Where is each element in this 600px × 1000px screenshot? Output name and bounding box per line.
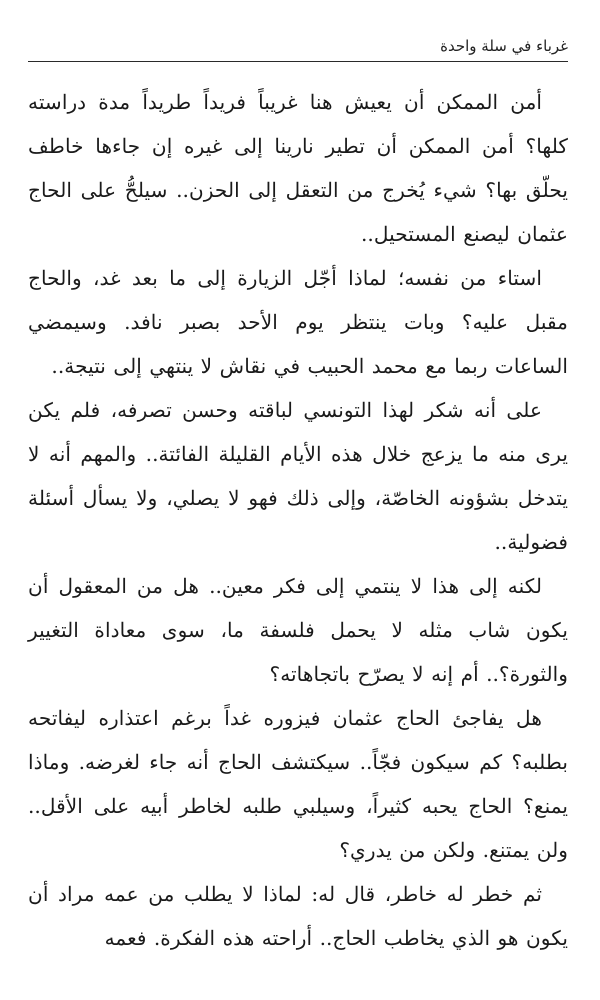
body-text: [28, 80, 568, 960]
paragraph: لكنه إلى هذا لا ينتمي إلى فكر معين.. هل من المعقول أن يكون شاب مثله لا يحمل فلسفة ما، سوى معاداة التغيير والثورة؟.. أم إنه لا يصرّح باتجاهاته؟: [28, 574, 568, 686]
paragraph: أمن الممكن أن يعيش هنا غريباً فريداً طريداً مدة دراسته كلها؟ أمن الممكن أن تطير نارينا إلى غيره إن جاءها خاطف يحلّق بها؟ شيء يُخرج من التعقل إلى الحزن.. سيلحُّ على الحاج عثمان ليصنع المستحيل..: [28, 90, 568, 246]
paragraph: على أنه شكر لهذا التونسي لباقته وحسن تصرفه، فلم يكن يرى منه ما يزعج خلال هذه الأيام القليلة الفائتة.. والمهم أنه لا يتدخل بشؤونه الخاصّة، وإلى ذلك فهو لا يصلي، ولا يسأل أسئلة فضولية..: [28, 398, 568, 554]
paragraph: استاء من نفسه؛ لماذا أجّل الزيارة إلى ما بعد غد، والحاج مقبل عليه؟ وبات ينتظر يوم الأحد بصبر نافد. وسيمضي الساعات ربما مع محمد الحبيب في نقاش لا ينتهي إلى نتيجة..: [28, 266, 568, 378]
running-title: غرباء في سلة واحدة: [440, 37, 568, 55]
paragraph: ثم خطر له خاطر، قال له: لماذا لا يطلب من عمه مراد أن يكون هو الذي يخاطب الحاج.. أراحته هذه الفكرة. فعمه: [28, 882, 568, 950]
paragraph: هل يفاجئ الحاج عثمان فيزوره غداً برغم اعتذاره ليفاتحه بطلبه؟ كم سيكون فجّاً.. سيكتشف الحاج أنه جاء لغرضه. وماذا يمنع؟ الحاج يحبه كثيراً، وسيلبي طلبه لخاطر أبيه على الأقل.. ولن يمتنع. ولكن من يدري؟: [28, 706, 568, 862]
running-header: [28, 28, 568, 62]
